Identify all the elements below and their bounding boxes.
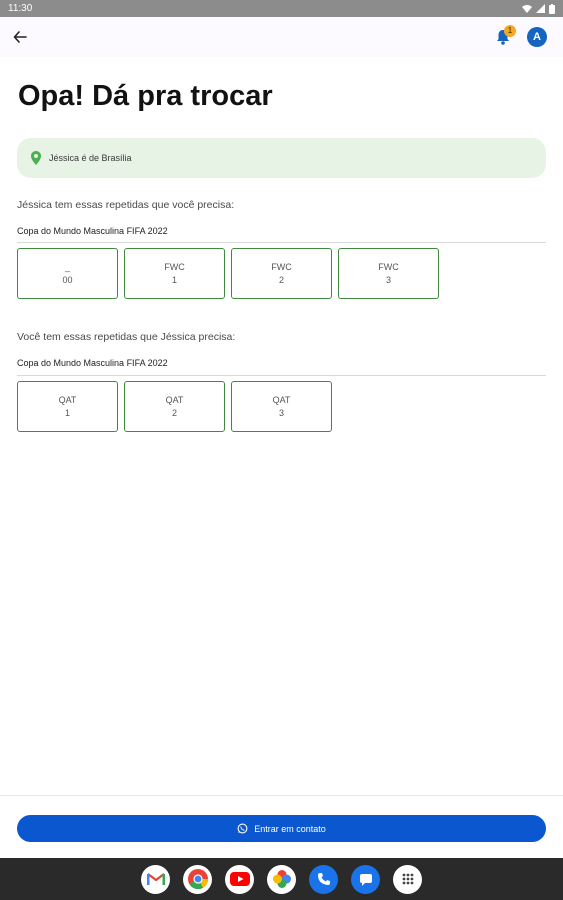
divider <box>17 242 546 243</box>
sticker-number: 1 <box>64 407 70 418</box>
sticker-number: 3 <box>278 407 284 418</box>
sticker-card[interactable] <box>17 248 118 299</box>
sticker-code: QAT <box>272 394 291 405</box>
contact-button[interactable] <box>17 815 546 842</box>
sticker-number: 3 <box>385 274 391 285</box>
app-dock <box>0 858 563 900</box>
messages-icon[interactable] <box>351 865 380 894</box>
they-have-album-title: Copa do Mundo Masculina FIFA 2022 <box>17 226 168 236</box>
status-time: 11:30 <box>8 3 33 14</box>
arrow-back-icon <box>13 30 27 44</box>
youtube-icon[interactable] <box>225 865 254 894</box>
status-icons <box>522 4 555 14</box>
sticker-number: 1 <box>171 274 177 285</box>
sticker-number: 2 <box>171 407 177 418</box>
contact-button-label: Entrar em contato <box>254 823 326 834</box>
you-have-sticker-list <box>17 381 332 432</box>
divider <box>17 375 546 376</box>
photos-icon[interactable] <box>267 865 296 894</box>
you-have-heading: Você tem essas repetidas que Jéssica precisa: <box>17 331 236 343</box>
wifi-icon <box>522 4 532 13</box>
signal-icon <box>536 4 545 13</box>
sticker-code: QAT <box>58 394 77 405</box>
location-banner <box>17 138 546 178</box>
sticker-card[interactable] <box>17 381 118 432</box>
app-drawer-icon[interactable] <box>393 865 422 894</box>
they-have-heading: Jéssica tem essas repetidas que você precisa: <box>17 199 235 211</box>
sticker-card[interactable] <box>124 248 225 299</box>
sticker-code: FWC <box>164 261 185 272</box>
status-bar <box>0 0 563 17</box>
sticker-code: FWC <box>378 261 399 272</box>
sticker-card[interactable] <box>231 248 332 299</box>
sticker-card[interactable] <box>124 381 225 432</box>
sticker-card[interactable] <box>231 381 332 432</box>
bottom-action-bar <box>0 795 563 858</box>
location-text: Jéssica é de Brasília <box>49 153 132 163</box>
battery-icon <box>549 4 555 14</box>
sticker-number: 2 <box>278 274 284 285</box>
whatsapp-icon <box>237 823 248 834</box>
notification-badge: 1 <box>504 25 516 37</box>
chrome-icon[interactable] <box>183 865 212 894</box>
app-bar <box>0 17 563 57</box>
phone-icon[interactable] <box>309 865 338 894</box>
back-button[interactable] <box>10 27 30 47</box>
they-have-sticker-list <box>17 248 439 299</box>
you-have-album-title: Copa do Mundo Masculina FIFA 2022 <box>17 358 168 368</box>
sticker-card[interactable] <box>338 248 439 299</box>
location-pin-icon <box>31 151 41 165</box>
gmail-icon[interactable] <box>141 865 170 894</box>
sticker-code: QAT <box>165 394 184 405</box>
sticker-code: FWC <box>271 261 292 272</box>
sticker-number: 00 <box>62 274 73 285</box>
page-title: Opa! Dá pra trocar <box>18 80 273 112</box>
sticker-code: _ <box>64 261 70 272</box>
avatar[interactable]: A <box>527 27 547 47</box>
